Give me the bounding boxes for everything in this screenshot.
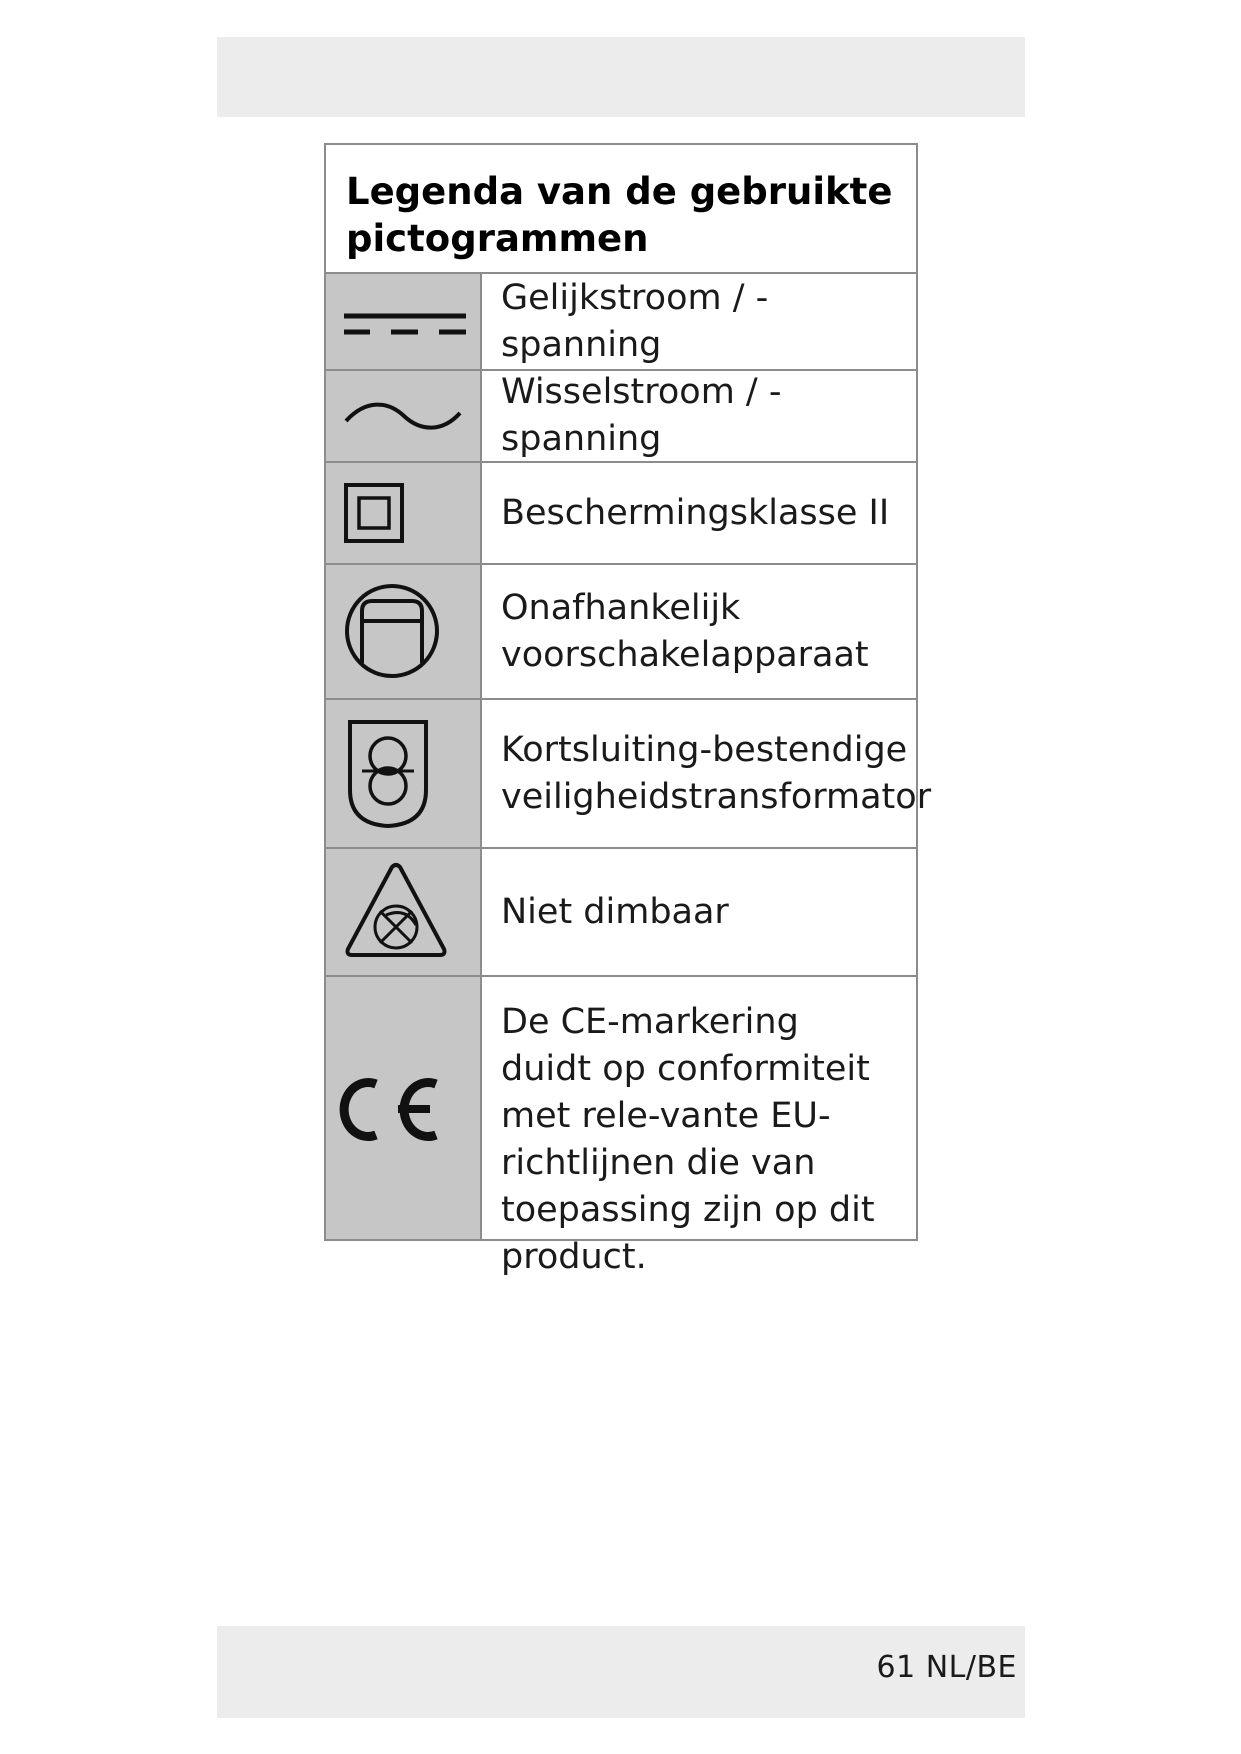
symbol-cell xyxy=(326,700,482,847)
legend-label: Beschermingsklasse II xyxy=(501,492,890,533)
independent-ballast-icon xyxy=(326,565,482,698)
legend-row-direct-current xyxy=(326,274,916,371)
legend-row-safety-transformer xyxy=(326,700,932,849)
symbol-cell xyxy=(326,849,482,975)
not-dimmable-icon xyxy=(326,849,482,975)
ce-mark-icon xyxy=(326,977,482,1239)
symbol-cell xyxy=(326,274,482,369)
legend-label: De CE-markering duidt op conformiteit met rele-vante EU-richtlijnen die van toepassing zijn op dit product. xyxy=(501,1002,875,1277)
legend-label: Gelijkstroom / -spanning xyxy=(501,277,769,365)
legend-row-not-dimmable xyxy=(326,849,916,977)
footer-band xyxy=(217,1626,1025,1718)
legend-label: Onafhankelijk voorschakelapparaat xyxy=(501,587,869,675)
page-number: 61 NL/BE xyxy=(876,1650,1017,1685)
symbol-cell xyxy=(326,371,482,461)
legend-row-alternating-current xyxy=(326,371,916,463)
pictogram-legend-table xyxy=(324,143,932,1277)
legend-label: Niet dimbaar xyxy=(501,891,729,932)
direct-current-icon xyxy=(326,274,482,369)
legend-label: Wisselstroom / -spanning xyxy=(501,372,782,459)
legend-label: Kortsluiting-bestendige veiligheidstransformator xyxy=(501,729,932,817)
legend-row-ce-mark xyxy=(326,977,916,1277)
protection-class-ii-icon xyxy=(326,463,482,563)
short-circuit-proof-transformer-icon xyxy=(326,700,482,847)
symbol-cell xyxy=(326,977,482,1239)
symbol-cell xyxy=(326,565,482,698)
header-band xyxy=(217,37,1025,117)
symbol-cell xyxy=(326,463,482,563)
alternating-current-icon xyxy=(326,371,482,461)
legend-row-protection-class xyxy=(326,463,916,565)
legend-row-independent-ballast xyxy=(326,565,916,700)
legend-title: Legenda van de gebruikte pictogrammen xyxy=(326,145,916,274)
